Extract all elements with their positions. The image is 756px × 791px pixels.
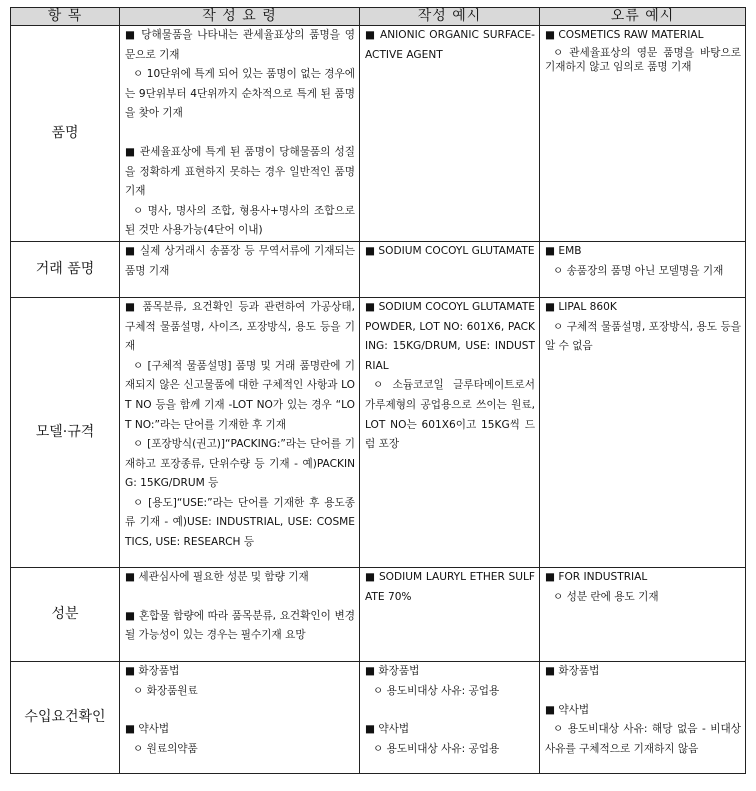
error-text: ㅇ 성분 란에 용도 기재	[553, 590, 659, 603]
guide-text: ㅇ 명사, 명사의 조합, 형용사+명사의 조합으로 된 것만 사용가능(4단어 이내)	[125, 204, 355, 237]
guide-text: ㅇ [용도]“USE:”라는 단어를 기재한 후 용도종류 기재 - 예)USE: INDUSTRIAL, USE: COSMETICS, USE: RESEARCH 등	[125, 496, 355, 549]
guide-text: ■ 품목분류, 요건확인 등과 관련하여 가공상태, 구체적 물품설명, 사이즈, 포장방식, 용도 등을 기재	[125, 300, 355, 353]
example-text: ■ SODIUM LAURYL ETHER SULFATE 70%	[365, 570, 535, 603]
error-text: ■ FOR INDUSTRIAL	[545, 570, 648, 583]
guide-cell	[120, 297, 360, 567]
table-row	[11, 661, 746, 773]
row-item-label: 성분	[11, 567, 120, 661]
guide-text: ㅇ 10단위에 특게 되어 있는 품명이 없는 경우에는 9단위부터 4단위까지 순차적으로 특게 된 품명을 찾아 기재	[125, 68, 355, 120]
error-cell	[540, 567, 746, 661]
error-text: ■ COSMETICS RAW MATERIAL	[545, 29, 704, 41]
table-row	[11, 567, 746, 661]
example-text: ㅇ 용도비대상 사유: 공업용	[373, 684, 500, 697]
example-cell	[360, 241, 540, 297]
error-cell	[540, 661, 746, 773]
table-row	[11, 26, 746, 242]
error-text: ㅇ 송품장의 품명 아닌 모델명을 기재	[553, 264, 724, 277]
example-cell	[360, 567, 540, 661]
example-text: ㅇ 소듐코코일 글루타메이트로서 가루제형의 공업용으로 쓰이는 원료, LOT NO는 601X6이고 15KG씩 드럼 포장	[365, 379, 535, 451]
guide-cell	[120, 661, 360, 773]
guide-text: ■ 관세율표상에 특게 된 품명이 당해물품의 성질을 정확하게 표현하지 못하는 경우 일반적인 품명 기재	[125, 145, 355, 198]
header-example: 작성 예시	[360, 8, 540, 26]
error-cell	[540, 297, 746, 567]
header-guide: 작 성 요 령	[120, 8, 360, 26]
guide-text: ■ 세관심사에 필요한 성분 및 함량 기재	[125, 570, 309, 583]
guide-cell	[120, 26, 360, 242]
error-text: ■ 약사법	[545, 703, 590, 716]
example-text: ■ ANIONIC ORGANIC SURFACE-ACTIVE AGENT	[365, 29, 535, 61]
example-text: ■ 화장품법	[365, 664, 420, 677]
guide-text: ㅇ [포장방식(권고)]“PACKING:”라는 단어를 기재하고 포장종류, 단위수량 등 기재 - 예)PACKING: 15KG/DRUM 등	[125, 438, 355, 490]
table-row	[11, 297, 746, 567]
error-text: ㅇ 관세율표상의 영문 품명을 바탕으로 기재하지 않고 임의로 품명 기재	[545, 46, 741, 73]
example-text: ■ 약사법	[365, 723, 410, 736]
row-item-label: 모델·규격	[11, 297, 120, 567]
guide-cell	[120, 567, 360, 661]
guide-text: ㅇ 화장품원료	[133, 684, 198, 697]
row-item-label: 거래 품명	[11, 241, 120, 297]
guide-text: ■ 약사법	[125, 723, 170, 736]
example-text: ■ SODIUM COCOYL GLUTAMATE	[365, 244, 535, 257]
example-cell	[360, 661, 540, 773]
table-row	[11, 241, 746, 297]
guide-cell	[120, 241, 360, 297]
example-text: ■ SODIUM COCOYL GLUTAMATE POWDER, LOT NO: 601X6, PACKING: 15KG/DRUM, USE: INDUSTRIAL	[365, 300, 535, 372]
header-error: 오류 예시	[540, 8, 746, 26]
guide-text: ■ 실제 상거래시 송품장 등 무역서류에 기재되는 품명 기재	[125, 244, 355, 277]
error-cell	[540, 241, 746, 297]
error-text: ㅇ 용도비대상 사유: 해당 없음 - 비대상 사유를 구체적으로 기재하지 않음	[545, 723, 741, 755]
row-item-label: 수입요건확인	[11, 661, 120, 773]
guide-text: ㅇ 원료의약품	[133, 742, 198, 755]
header-row	[11, 8, 746, 26]
customs-declaration-guide-table	[10, 7, 746, 774]
example-cell	[360, 297, 540, 567]
row-item-label: 품명	[11, 26, 120, 242]
error-text: ■ LIPAL 860K	[545, 300, 617, 313]
example-cell	[360, 26, 540, 242]
guide-text: ㅇ [구체적 물품설명] 품명 및 거래 품명란에 기재되지 않은 신고물품에 대한 구체적인 사항과 LOT NO 등을 함께 기재 -LOT NO가 있는 경우 “LOT NO:”라는 단어를 기재한 후 기재	[125, 359, 355, 431]
error-text: ■ 화장품법	[545, 664, 600, 677]
guide-text: ■ 화장품법	[125, 664, 180, 677]
error-text: ■ EMB	[545, 244, 582, 257]
guide-text: ■ 당해물품을 나타내는 관세율표상의 품명을 영문으로 기재	[125, 29, 355, 61]
example-text: ㅇ 용도비대상 사유: 공업용	[373, 742, 500, 755]
guide-text: ■ 혼합물 함량에 따라 품목분류, 요건확인이 변경될 가능성이 있는 경우는 필수기재 요망	[125, 609, 355, 642]
error-text: ㅇ 구체적 물품설명, 포장방식, 용도 등을 알 수 없음	[545, 320, 741, 353]
error-cell	[540, 26, 746, 242]
header-item: 항 목	[11, 8, 120, 26]
